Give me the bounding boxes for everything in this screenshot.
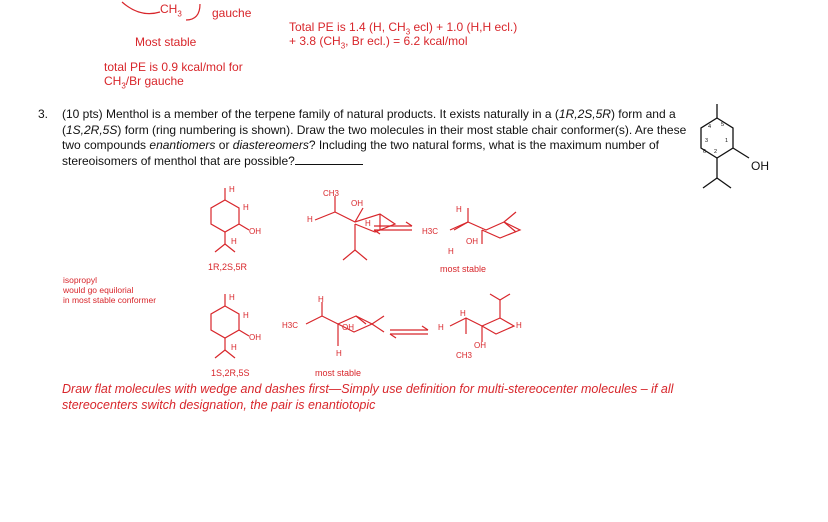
menthol-structure	[695, 100, 795, 210]
ring-number-5: 5	[721, 122, 725, 128]
ch3-label: $CH_3$	[160, 2, 182, 19]
h-label: H	[231, 343, 237, 352]
h3c-label: H3C	[282, 321, 299, 330]
most-stable-label: Most stable	[135, 35, 197, 49]
oh-label: OH	[466, 237, 478, 246]
h-label: H	[229, 185, 235, 194]
h-label: H	[365, 219, 371, 228]
h-label: H	[318, 295, 324, 304]
isopropyl-note-line2: would go equilorial	[63, 285, 134, 295]
label-1r2s5r: 1R,2S,5R	[208, 262, 248, 272]
ch3-label: CH3	[456, 351, 473, 360]
ch3-label: CH3	[323, 189, 340, 198]
h-label: H	[243, 203, 249, 212]
ring-number-1: 1	[725, 138, 729, 144]
oh-label: OH	[249, 227, 261, 236]
menthol-oh-label: OH	[751, 159, 769, 173]
most-stable-label-2: most stable	[315, 368, 362, 378]
equilibrium-arrow-1	[370, 218, 420, 238]
molecule-1r-flat	[195, 180, 275, 260]
ring-number-3: 3	[705, 138, 709, 144]
chair-1s-b	[430, 290, 530, 370]
question-text: (10 pts) Menthol is a member of the terpene family of natural products. It exists naturally in a (1R,2S,5R) form and a (1S,2R,5S) form (ring numbering is shown). Draw the two molecules in their most stable chair conformer(s). Are these two compounds enantiomers or diastereomers? Including the two natural forms, what is the maximum number of stereoisomers of menthol that are possible?	[62, 107, 687, 168]
isopropyl-note-line1: isopropyl	[63, 275, 98, 285]
question-number: 3.	[38, 107, 49, 121]
h-label: H	[460, 309, 466, 318]
total-pe-line2: + 3.8 ($CH_3$, Br ecl.) = 6.2 kcal/mol	[289, 34, 468, 51]
h-label: H	[456, 205, 462, 214]
gauche-label: gauche	[212, 6, 252, 20]
equilibrium-arrow-2	[386, 322, 436, 342]
h-label: H	[438, 323, 444, 332]
ring-number-6: 6	[703, 149, 707, 155]
oh-label: OH	[249, 333, 261, 342]
chair-1s-a	[280, 296, 400, 376]
h-label: H	[307, 215, 313, 224]
note-line2: $CH_3/Br$ gauche	[104, 74, 184, 91]
h-label: H	[516, 321, 522, 330]
most-stable-label-1: most stable	[440, 264, 487, 274]
h3c-label: H3C	[422, 227, 439, 236]
total-pe-line1: Total PE is 1.4 (H, $CH_3$ ecl) + 1.0 (H,H ecl.)	[289, 20, 518, 37]
footer-note: Draw flat molecules with wedge and dashes first—Simply use definition for multi-stereocenter molecules – if all stereocenters switch designation, the pair is enantiotopic	[62, 382, 674, 412]
note-line1: total PE is 0.9 kcal/mol for	[104, 60, 243, 74]
molecule-1s-flat	[195, 288, 275, 368]
oh-label: OH	[474, 341, 486, 350]
h-label: H	[243, 311, 249, 320]
label-1s2r5s: 1S,2R,5S	[211, 368, 250, 378]
oh-label: OH	[351, 199, 363, 208]
answer-blank[interactable]	[295, 154, 363, 165]
oh-label: OH	[342, 323, 354, 332]
ring-number-4: 4	[708, 124, 712, 130]
isopropyl-note-line3: in most stable conformer	[63, 295, 157, 305]
ring-number-2: 2	[714, 149, 718, 155]
h-label: H	[229, 293, 235, 302]
h-label: H	[448, 247, 454, 256]
h-label: H	[231, 237, 237, 246]
h-label: H	[336, 349, 342, 358]
